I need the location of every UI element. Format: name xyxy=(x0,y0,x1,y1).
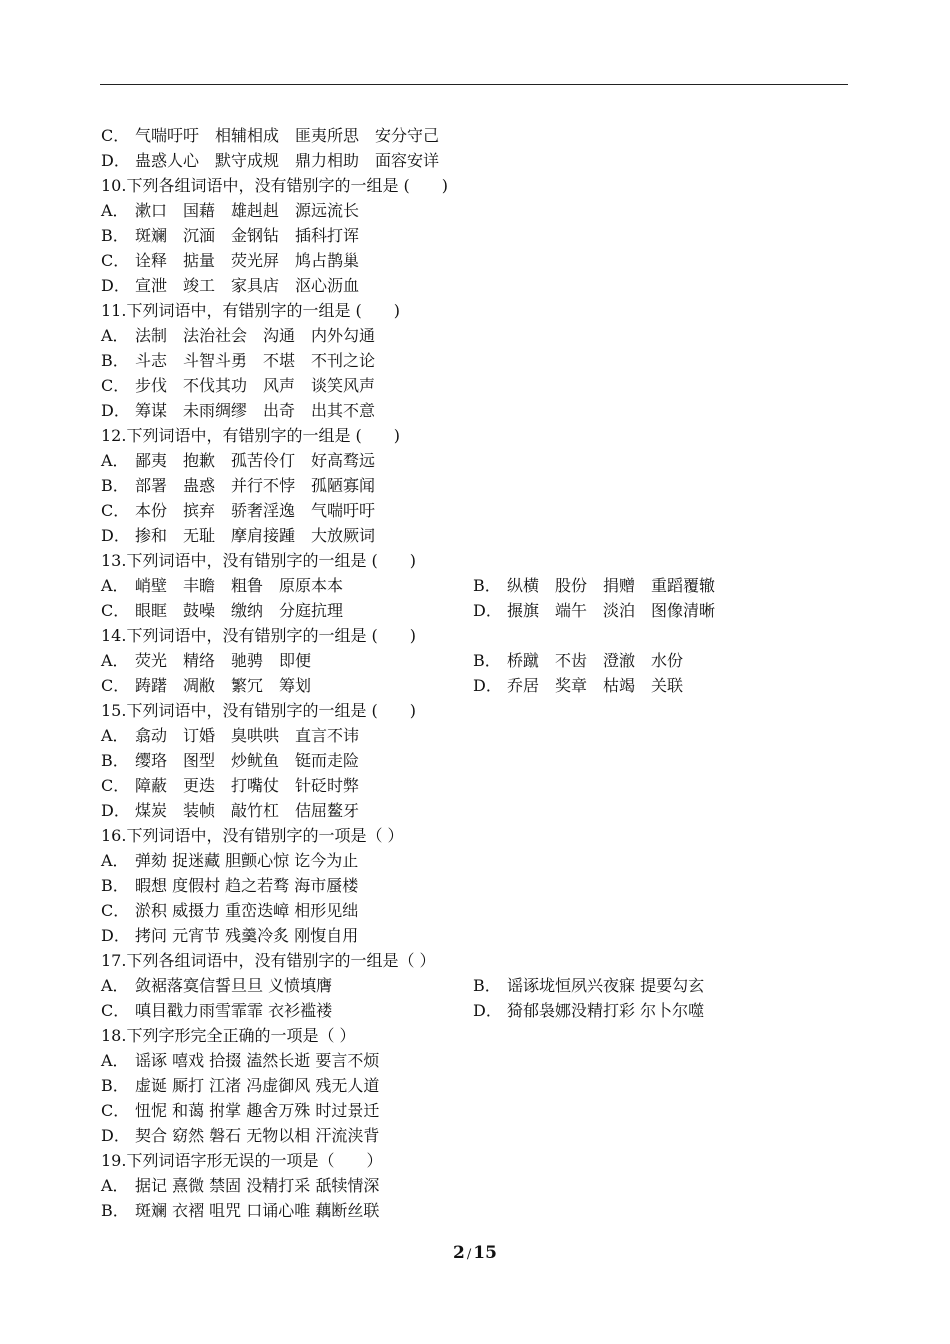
option-text: 部署 蛊惑 并行不悖 孤陋寡闻 xyxy=(135,476,376,495)
answer-option-line xyxy=(101,1098,861,1123)
answer-option-line xyxy=(101,198,861,223)
option-label: D． xyxy=(101,401,130,420)
answer-option-line xyxy=(101,748,861,773)
answer-option-line xyxy=(101,1073,861,1098)
question-text: 14.下列词语中，没有错别字的一组是 ( ) xyxy=(101,626,417,645)
option-text: 猗郁袅娜没精打彩 尔卜尔噬 xyxy=(507,1001,705,1020)
option-text: 眼眶 鼓噪 缴纳 分庭抗理 xyxy=(135,601,344,620)
answer-option-line xyxy=(101,473,861,498)
header-rule xyxy=(100,84,848,85)
option-text: 虚诞 厮打 江渚 冯虚御风 残无人道 xyxy=(135,1076,380,1095)
option-text: 据记 熹微 禁固 没精打采 舐犊情深 xyxy=(135,1176,380,1195)
answer-option-line xyxy=(101,648,861,673)
option-text: 契合 窈然 磐石 无物以相 汗流浃背 xyxy=(135,1126,380,1145)
option-text: 峭壁 丰瞻 粗鲁 原原本本 xyxy=(135,576,344,595)
question-stem xyxy=(101,948,861,973)
answer-option-line xyxy=(101,248,861,273)
answer-option-line xyxy=(101,598,861,623)
option-label: B． xyxy=(101,1076,129,1095)
question-stem xyxy=(101,823,861,848)
option-label: C． xyxy=(101,776,130,795)
option-text: 拷问 元宵节 残羹冷炙 刚愎自用 xyxy=(135,926,359,945)
option-text: 纵横 股份 捐赠 重蹈覆辙 xyxy=(507,576,716,595)
option-label: A． xyxy=(101,201,129,220)
option-text: 缨珞 图型 炒鱿鱼 铤而走险 xyxy=(135,751,360,770)
answer-option-line xyxy=(101,973,861,998)
document-body xyxy=(101,123,861,1223)
option-text: 气喘吁吁 相辅相成 匪夷所思 安分守己 xyxy=(135,126,440,145)
option-label: B． xyxy=(473,976,501,995)
page-number xyxy=(0,1243,950,1263)
page-total: 15 xyxy=(473,1243,497,1263)
option-text: 淤积 威摄力 重峦迭嶂 相形见绌 xyxy=(135,901,359,920)
option-label: D． xyxy=(473,601,502,620)
answer-option-line xyxy=(101,848,861,873)
option-label: A． xyxy=(101,1051,129,1070)
option-text: 法制 法治社会 沟通 内外勾通 xyxy=(135,326,376,345)
option-text: 暇想 度假村 趋之若骛 海市蜃楼 xyxy=(135,876,359,895)
question-text: 13.下列词语中，没有错别字的一组是 ( ) xyxy=(101,551,417,570)
option-right-column xyxy=(473,598,715,623)
answer-option-line xyxy=(101,998,861,1023)
option-label: D． xyxy=(101,526,130,545)
question-stem xyxy=(101,698,861,723)
answer-option-line xyxy=(101,873,861,898)
answer-option-line xyxy=(101,223,861,248)
answer-option-line xyxy=(101,723,861,748)
question-text: 19.下列词语字形无误的一项是（ ） xyxy=(101,1151,383,1170)
option-text: 乔居 奖章 枯竭 关联 xyxy=(507,676,684,695)
option-right-column xyxy=(473,973,704,998)
option-label: C． xyxy=(101,376,130,395)
question-stem xyxy=(101,298,861,323)
option-right-column xyxy=(473,673,683,698)
option-label: D． xyxy=(101,1126,130,1145)
answer-option-line xyxy=(101,923,861,948)
question-stem xyxy=(101,1023,861,1048)
question-text: 16.下列词语中，没有错别字的一项是（ ） xyxy=(101,826,404,845)
option-label: A． xyxy=(101,326,129,345)
answer-option-line xyxy=(101,1198,861,1223)
answer-option-line xyxy=(101,798,861,823)
question-stem xyxy=(101,173,861,198)
option-text: 忸怩 和蔼 拊掌 趣舍万殊 时过景迁 xyxy=(135,1101,380,1120)
answer-option-line xyxy=(101,148,861,173)
option-text: 诠释 掂量 荧光屏 鸠占鹊巢 xyxy=(135,251,360,270)
option-text: 障蔽 更迭 打嘴仗 针砭时弊 xyxy=(135,776,360,795)
option-label: A． xyxy=(101,1176,129,1195)
option-label: C． xyxy=(101,1101,130,1120)
option-text: 煤炭 装帧 敲竹杠 佶屈鳌牙 xyxy=(135,801,360,820)
option-label: C． xyxy=(101,251,130,270)
question-text: 18.下列字形完全正确的一项是（ ） xyxy=(101,1026,356,1045)
page-current: 2 xyxy=(453,1243,465,1263)
option-label: A． xyxy=(101,726,129,745)
option-label: A． xyxy=(101,976,129,995)
option-label: B． xyxy=(101,1201,129,1220)
option-text: 宣泄 竣工 家具店 沤心沥血 xyxy=(135,276,360,295)
option-label: C． xyxy=(101,601,130,620)
option-label: D． xyxy=(101,151,130,170)
answer-option-line xyxy=(101,1173,861,1198)
option-label: D． xyxy=(101,801,130,820)
option-text: 翕动 订婚 臭哄哄 直言不讳 xyxy=(135,726,360,745)
option-label: B． xyxy=(101,226,129,245)
option-text: 漱口 国藉 雄赳赳 源远流长 xyxy=(135,201,360,220)
answer-option-line xyxy=(101,348,861,373)
option-text: 鄙夷 抱歉 孤苦伶仃 好高骛远 xyxy=(135,451,376,470)
page-separator: / xyxy=(466,1247,472,1262)
option-label: D． xyxy=(101,926,130,945)
option-text: 谣诼 嘻戏 拾掇 溘然长逝 要言不烦 xyxy=(135,1051,380,1070)
question-text: 17.下列各组词语中，没有错别字的一组是（ ） xyxy=(101,951,436,970)
answer-option-line xyxy=(101,448,861,473)
answer-option-line xyxy=(101,1048,861,1073)
option-right-column xyxy=(473,648,683,673)
option-label: B． xyxy=(101,751,129,770)
answer-option-line xyxy=(101,323,861,348)
option-text: 踌躇 凋敝 繁冗 筹划 xyxy=(135,676,312,695)
answer-option-line xyxy=(101,123,861,148)
question-text: 10.下列各组词语中，没有错别字的一组是 ( ) xyxy=(101,176,449,195)
option-text: 掺和 无耻 摩肩接踵 大放厥词 xyxy=(135,526,376,545)
option-text: 谣诼垅恒夙兴夜寐 提要勾玄 xyxy=(507,976,705,995)
option-label: A． xyxy=(101,851,129,870)
option-label: B． xyxy=(101,476,129,495)
option-text: 弹劾 捉迷藏 胆颤心惊 讫今为止 xyxy=(135,851,359,870)
question-stem xyxy=(101,623,861,648)
option-right-column xyxy=(473,573,715,598)
option-label: C． xyxy=(101,501,130,520)
option-label: D． xyxy=(473,676,502,695)
question-text: 12.下列词语中，有错别字的一组是 ( ) xyxy=(101,426,401,445)
option-label: B． xyxy=(101,876,129,895)
option-text: 敛裾落寞信誓旦旦 义愤填膺 xyxy=(135,976,333,995)
question-stem xyxy=(101,548,861,573)
option-label: A． xyxy=(101,576,129,595)
option-text: 桥蹴 不齿 澄澈 水份 xyxy=(507,651,684,670)
option-label: A． xyxy=(101,651,129,670)
answer-option-line xyxy=(101,898,861,923)
option-label: D． xyxy=(473,1001,502,1020)
option-label: B． xyxy=(101,351,129,370)
option-text: 蛊惑人心 默守成规 鼎力相助 面容安详 xyxy=(135,151,440,170)
answer-option-line xyxy=(101,773,861,798)
answer-option-line xyxy=(101,573,861,598)
option-text: 筹谋 未雨绸缪 出奇 出其不意 xyxy=(135,401,376,420)
question-text: 11.下列词语中，有错别字的一组是 ( ) xyxy=(101,301,401,320)
option-text: 斗志 斗智斗勇 不堪 不刊之论 xyxy=(135,351,376,370)
answer-option-line xyxy=(101,1123,861,1148)
option-label: B． xyxy=(473,651,501,670)
answer-option-line xyxy=(101,673,861,698)
option-label: D． xyxy=(101,276,130,295)
option-text: 荧光 精络 驰骋 即便 xyxy=(135,651,312,670)
option-text: 嗔目戳力雨雪霏霏 衣衫褴褛 xyxy=(135,1001,333,1020)
question-text: 15.下列词语中，没有错别字的一组是 ( ) xyxy=(101,701,417,720)
option-label: C． xyxy=(101,901,130,920)
option-label: C． xyxy=(101,1001,130,1020)
option-text: 斑斓 衣褶 咀咒 口诵心唯 藕断丝联 xyxy=(135,1201,380,1220)
answer-option-line xyxy=(101,373,861,398)
option-text: 步伐 不伐其功 风声 谈笑风声 xyxy=(135,376,376,395)
answer-option-line xyxy=(101,398,861,423)
answer-option-line xyxy=(101,498,861,523)
option-label: A． xyxy=(101,451,129,470)
option-text: 斑斓 沉湎 金钢钻 插科打诨 xyxy=(135,226,360,245)
answer-option-line xyxy=(101,523,861,548)
option-label: C． xyxy=(101,676,130,695)
option-label: B． xyxy=(473,576,501,595)
option-text: 本份 摈弃 骄奢淫逸 气喘吁吁 xyxy=(135,501,376,520)
question-stem xyxy=(101,423,861,448)
answer-option-line xyxy=(101,273,861,298)
option-label: C． xyxy=(101,126,130,145)
option-text: 搌旗 端午 淡泊 图像清晰 xyxy=(507,601,716,620)
option-right-column xyxy=(473,998,704,1023)
question-stem xyxy=(101,1148,861,1173)
